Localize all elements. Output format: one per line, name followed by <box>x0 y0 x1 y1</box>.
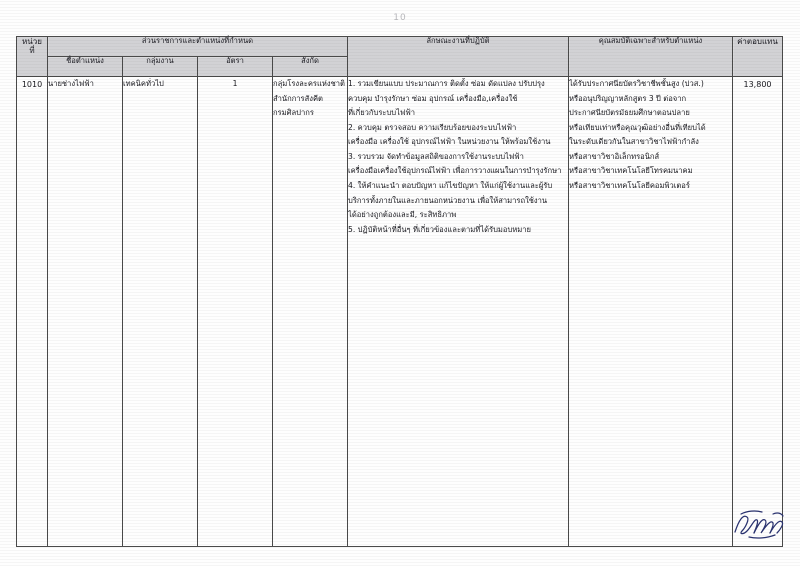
duty-line: 4. ให้คำแนะนำ ตอบปัญหา แก้ไขปัญหา ให้แก่ผู้ใช้งานและผู้รับ <box>348 181 553 191</box>
header-unit-no-line1: หน่วย <box>22 37 42 46</box>
duty-line: ที่เกี่ยวกับระบบไฟฟ้า <box>348 108 415 118</box>
header-unit-no-line2: ที่ <box>29 46 35 56</box>
duty-line: เครื่องมือ เครื่องใช้ อุปกรณ์ไฟฟ้า ในหน่วยงาน ให้พร้อมใช้งาน <box>348 137 551 147</box>
page-number: 10 <box>393 13 407 23</box>
cell-compensation: 13,800 <box>733 77 783 547</box>
table-row <box>17 77 783 547</box>
duty-line: 3. รวบรวม จัดทำข้อมูลสถิติของการใช้งานระบบไฟฟ้า <box>348 151 524 161</box>
qualification-line: ประกาศนียบัตรมัธยมศึกษาตอนปลาย <box>569 108 690 118</box>
cell-qualifications <box>569 77 733 547</box>
duty-line: เครื่องมือเครื่องใช้อุปกรณ์ไฟฟ้า เพื่อการวางแผนในการบำรุงรักษา <box>348 166 562 176</box>
header-compensation: ค่าตอบแทน <box>733 37 783 77</box>
cell-unit-no: 1010 <box>17 77 48 547</box>
duty-line: 1. รวมเขียนแบบ ประมาณการ ติดตั้ง ซ่อม ดัดแปลง ปรับปรุง <box>348 79 545 88</box>
affiliation-line: สำนักการสังคีต <box>273 93 323 103</box>
qualification-line: ได้รับประกาศนียบัตรวิชาชีพชั้นสูง (ปวส.) <box>569 79 704 88</box>
cell-rate: 1 <box>198 77 273 547</box>
header-duties: ลักษณะงานที่ปฏิบัติ <box>348 37 569 77</box>
position-allocation-table <box>16 36 783 547</box>
header-qualifications: คุณสมบัติเฉพาะสำหรับตำแหน่ง <box>569 37 733 77</box>
header-affiliation: สังกัด <box>273 57 348 77</box>
header-unit-no <box>17 37 48 77</box>
header-row-1 <box>17 37 783 57</box>
qualification-line: หรือเทียบเท่าหรือคุณวุฒิอย่างอื่นที่เทียบได้ <box>569 122 706 132</box>
qualification-line: หรือสาขาวิชาอิเล็กทรอนิกส์ <box>569 151 660 161</box>
table-header <box>17 37 783 77</box>
cell-duties <box>348 77 569 547</box>
duty-line: ได้อย่างถูกต้องและมี, ระสิทธิภาพ <box>348 210 457 220</box>
duty-line: บริการทั้งภายในและภายนอกหน่วยงาน เพื่อให้สามารถใช้งาน <box>348 195 548 205</box>
qualification-line: หรือสาขาวิชาเทคโนโลยีโทรคมนาคม <box>569 166 693 176</box>
header-work-group: กลุ่มงาน <box>123 57 198 77</box>
qualification-line: ในระดับเดียวกันในสาขาวิชาไฟฟ้ากำลัง <box>569 137 699 147</box>
header-rate: อัตรา <box>198 57 273 77</box>
qualification-line: หรือสาขาวิชาเทคโนโลยีคอมพิวเตอร์ <box>569 181 690 191</box>
cell-position-name: นายช่างไฟฟ้า <box>48 77 123 547</box>
table-body <box>17 77 783 547</box>
duty-line: ควบคุม บำรุงรักษา ซ่อม อุปกรณ์ เครื่องมือ,เครื่องใช้ <box>348 93 518 103</box>
duty-line: 2. ควบคุม ตรวจสอบ ความเรียบร้อยของระบบไฟฟ้า <box>348 122 517 132</box>
affiliation-line: กลุ่มโรงละครแห่งชาติ <box>273 79 345 88</box>
cell-work-group: เทคนิคทั่วไป <box>123 77 198 547</box>
header-agency-and-positions: ส่วนราชการและตำแหน่งที่กำหนด <box>48 37 348 57</box>
affiliation-line: กรมศิลปากร <box>273 108 314 118</box>
duty-line: 5. ปฏิบัติหน้าที่อื่นๆ ที่เกี่ยวข้องและตามที่ได้รับมอบหมาย <box>348 224 532 234</box>
qualification-line: หรืออนุปริญญาหลักสูตร 3 ปี ต่อจาก <box>569 93 687 103</box>
cell-affiliation <box>273 77 348 547</box>
header-position-name: ชื่อตำแหน่ง <box>48 57 123 77</box>
